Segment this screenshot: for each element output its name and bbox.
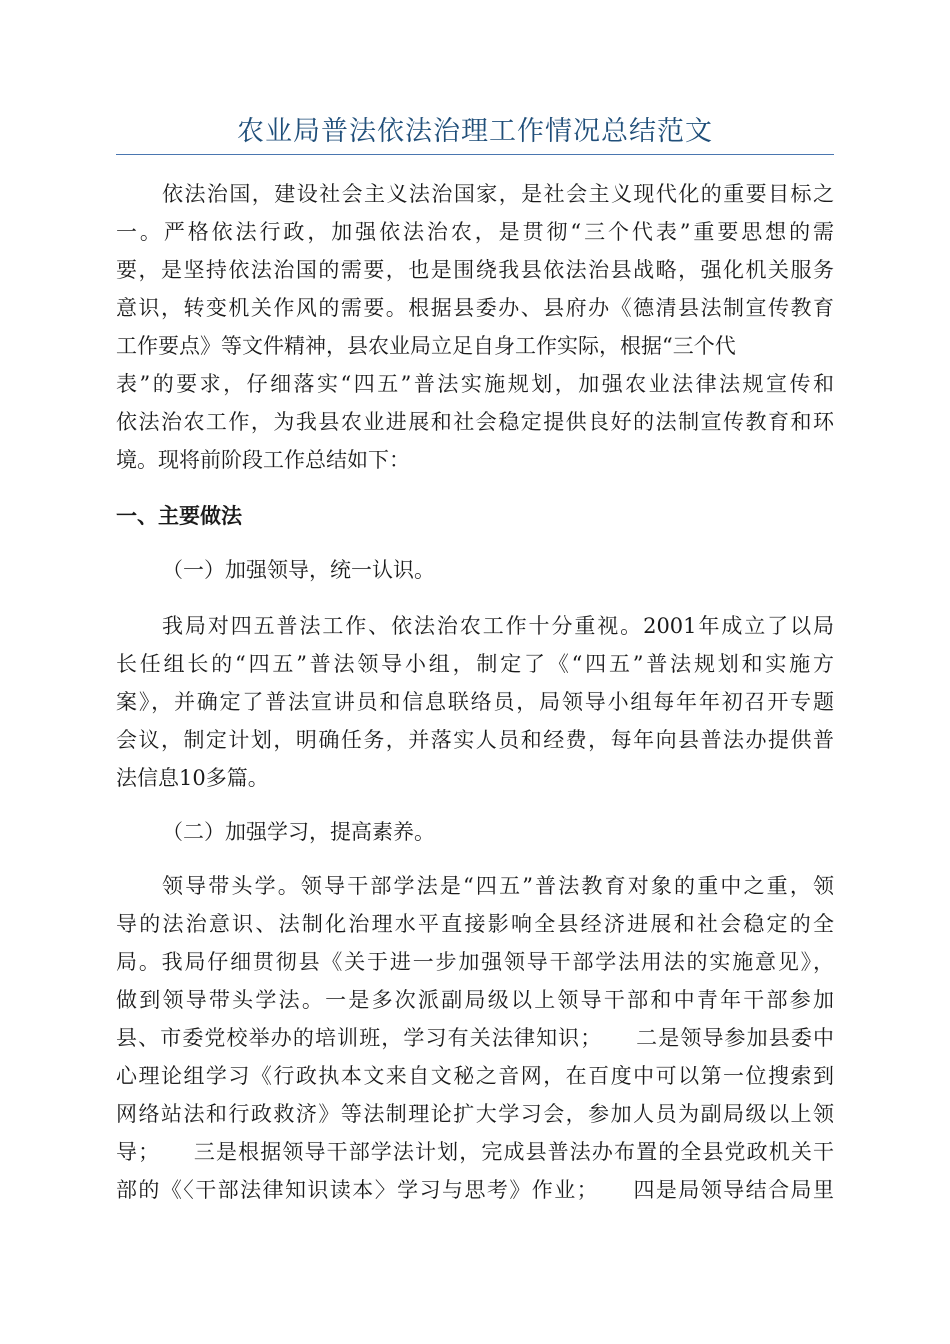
page-title: 农业局普法依法治理工作情况总结范文 <box>237 116 713 147</box>
paragraph-line: 会议，制定计划，明确任务，并落实人员和经费，每年向县普法办提供普 <box>116 728 834 752</box>
paragraph-line: 依法治国，建设社会主义法治国家，是社会主义现代化的重要目标之 <box>162 182 834 206</box>
paragraph-line: 表”的要求，仔细落实“四五”普法实施规划，加强农业法律法规宣传和 <box>116 372 834 396</box>
title-underline <box>116 154 834 155</box>
paragraph-line: 局。我局仔细贯彻县《关于进一步加强领导干部学法用法的实施意见》， <box>116 950 834 974</box>
paragraph-line: 部的《〈干部法律知识读本〉学习与思考》作业； 四是局领导结合局里 <box>116 1178 834 1202</box>
paragraph-line: （一）加强领导，统一认识。 <box>162 558 435 582</box>
section-heading: 一、主要做法 <box>116 503 242 528</box>
paragraph-line: 网络站法和行政救济》等法制理论扩大学习会，参加人员为副局级以上领 <box>116 1102 834 1126</box>
paragraph-line: 做到领导带头学法。一是多次派副局级以上领导干部和中青年干部参加 <box>116 988 834 1012</box>
paragraph-line: 要，是坚持依法治国的需要，也是围绕我县依法治县战略，强化机关服务 <box>116 258 834 282</box>
paragraph-line: （二）加强学习，提高素养。 <box>162 820 435 844</box>
paragraph-line: 意识，转变机关作风的需要。根据县委办、县府办《德清县法制宣传教育 <box>116 296 834 320</box>
paragraph-line: 领导带头学。领导干部学法是“四五”普法教育对象的重中之重，领 <box>162 874 834 898</box>
paragraph-line: 一。严格依法行政，加强依法治农，是贯彻“三个代表”重要思想的需 <box>116 220 834 244</box>
paragraph-line: 县、市委党校举办的培训班，学习有关法律知识； 二是领导参加县委中 <box>116 1026 834 1050</box>
paragraph-line: 导； 三是根据领导干部学法计划，完成县普法办布置的全县党政机关干 <box>116 1140 834 1164</box>
paragraph-line: 工作要点》等文件精神，县农业局立足自身工作实际，根据“三个代 <box>116 334 736 358</box>
paragraph-line: 依法治农工作，为我县农业进展和社会稳定提供良好的法制宣传教育和环 <box>116 410 834 434</box>
paragraph-line: 境。现将前阶段工作总结如下： <box>116 448 410 472</box>
paragraph-line: 长任组长的“四五”普法领导小组，制定了《“四五”普法规划和实施方 <box>116 652 834 676</box>
paragraph-line: 心理论组学习《行政执本文来自文秘之音网，在百度中可以第一位搜索到 <box>116 1064 834 1088</box>
paragraph-line: 我局对四五普法工作、依法治农工作十分重视。2001年成立了以局 <box>162 614 834 638</box>
paragraph-line: 案》，并确定了普法宣讲员和信息联络员，局领导小组每年年初召开专题 <box>116 690 834 714</box>
paragraph-line: 导的法治意识、法制化治理水平直接影响全县经济进展和社会稳定的全 <box>116 912 834 936</box>
paragraph-line: 法信息10多篇。 <box>116 766 269 790</box>
